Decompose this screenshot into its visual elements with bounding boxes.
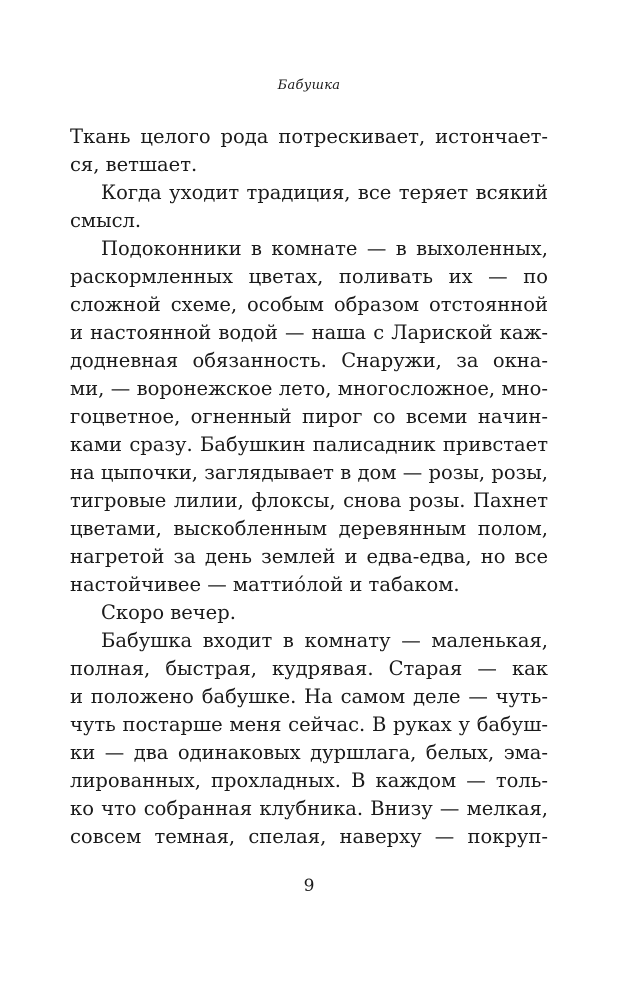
text-line: лированных, прохладных. В каждом — толь- bbox=[70, 769, 548, 792]
body-text bbox=[70, 123, 548, 851]
text-line: тигровые лилии, флоксы, снова розы. Пахнет bbox=[70, 489, 548, 512]
text-line: и положено бабушке. На самом деле — чуть- bbox=[70, 685, 548, 708]
text-line: на цыпочки, заглядывает в дом — розы, розы, bbox=[70, 461, 548, 484]
text-line: Скоро вечер. bbox=[101, 601, 236, 624]
text-line: ки — два одинаковых дуршлага, белых, эма- bbox=[70, 741, 548, 764]
text-line: ми, — воронежское лето, многосложное, мно- bbox=[70, 377, 548, 400]
text-line: ками сразу. Бабушкин палисадник привстает bbox=[70, 433, 548, 456]
text-line: совсем темная, спелая, наверху — покруп- bbox=[70, 825, 548, 848]
text-line: чуть постарше меня сейчас. В руках у бабуш- bbox=[70, 713, 548, 736]
page-number: 9 bbox=[303, 876, 315, 896]
text-line: нагретой за день землей и едва-едва, но все bbox=[70, 545, 548, 568]
text-line: полная, быстрая, кудрявая. Старая — как bbox=[70, 657, 548, 680]
text-line: Бабушка входит в комнату — маленькая, bbox=[101, 629, 548, 652]
text-line: Подоконники в комнате — в выхоленных, bbox=[101, 237, 548, 260]
text-line: настойчивее — маттио́лой и табаком. bbox=[70, 573, 460, 596]
text-line: цветами, выскобленным деревянным полом, bbox=[70, 517, 548, 540]
text-line: Когда уходит традиция, все теряет всякий bbox=[101, 181, 548, 204]
text-line: смысл. bbox=[70, 209, 142, 232]
text-line: раскормленных цветах, поливать их — по bbox=[70, 265, 548, 288]
text-line: додневная обязанность. Снаружи, за окна- bbox=[70, 349, 548, 372]
text-line: гоцветное, огненный пирог со всеми начин- bbox=[70, 405, 548, 428]
text-line: и настоянной водой — наша с Лариской каж- bbox=[70, 321, 548, 344]
text-line: сложной схеме, особым образом отстоянной bbox=[70, 293, 548, 316]
text-line: ко что собранная клубника. Внизу — мелкая, bbox=[70, 797, 548, 820]
text-line: ся, ветшает. bbox=[70, 153, 198, 176]
running-head: Бабушка bbox=[277, 78, 341, 93]
text-line: Ткань целого рода потрескивает, истончает- bbox=[70, 125, 548, 148]
